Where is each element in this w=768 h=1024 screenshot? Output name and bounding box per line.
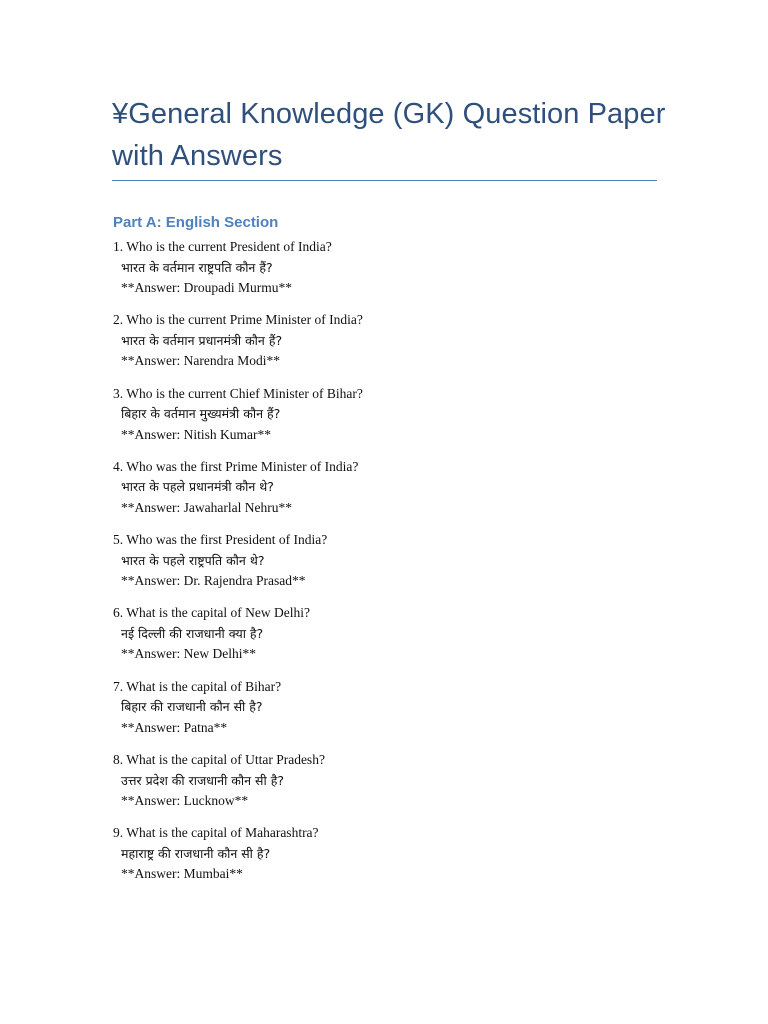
question-item bbox=[113, 823, 673, 896]
question-item bbox=[113, 677, 673, 750]
question-hindi: उत्तर प्रदेश की राजधानी कौन सी है? bbox=[121, 772, 284, 788]
answer-text: **Answer: Droupadi Murmu** bbox=[121, 280, 292, 295]
question-text: 4. Who was the first Prime Minister of India? bbox=[113, 458, 359, 474]
question-hindi: बिहार की राजधानी कौन सी है? bbox=[121, 699, 263, 715]
page-title: ¥General Knowledge (GK) Question Paper with Answers bbox=[112, 98, 666, 172]
answer-text: **Answer: Jawaharlal Nehru** bbox=[121, 499, 292, 515]
question-item bbox=[113, 310, 673, 383]
question-text: 2. Who is the current Prime Minister of India? bbox=[113, 312, 363, 328]
section-heading: Part A: English Section bbox=[113, 214, 279, 231]
question-item bbox=[113, 237, 673, 310]
answer-text: **Answer: Narendra Modi** bbox=[121, 353, 280, 369]
question-text: 1. Who is the current President of India? bbox=[113, 239, 332, 254]
question-text: 6. What is the capital of New Delhi? bbox=[113, 605, 310, 621]
answer-text: **Answer: Patna** bbox=[121, 719, 228, 735]
question-hindi: भारत के वर्तमान प्रधानमंत्री कौन हैं? bbox=[121, 332, 283, 348]
question-item bbox=[113, 457, 673, 530]
question-text: 9. What is the capital of Maharashtra? bbox=[113, 825, 319, 841]
question-item bbox=[113, 530, 673, 603]
answer-text: **Answer: Lucknow** bbox=[121, 793, 249, 809]
question-hindi: भारत के पहले प्रधानमंत्री कौन थे? bbox=[121, 479, 274, 495]
answer-text: **Answer: New Delhi** bbox=[121, 646, 256, 662]
question-hindi: महाराष्ट्र की राजधानी कौन सी है? bbox=[121, 845, 271, 861]
question-text: 7. What is the capital of Bihar? bbox=[113, 678, 282, 694]
question-hindi: भारत के वर्तमान राष्ट्रपति कौन हैं? bbox=[121, 259, 273, 275]
question-text: 5. Who was the first President of India? bbox=[113, 532, 328, 548]
question-text: 8. What is the capital of Uttar Pradesh? bbox=[113, 752, 325, 768]
question-list bbox=[113, 237, 673, 897]
answer-text: **Answer: Dr. Rajendra Prasad** bbox=[121, 573, 306, 589]
question-item bbox=[113, 603, 673, 676]
question-item bbox=[113, 750, 673, 823]
question-item bbox=[113, 384, 673, 457]
question-text: 3. Who is the current Chief Minister of Bihar? bbox=[113, 385, 363, 401]
answer-text: **Answer: Mumbai** bbox=[121, 866, 243, 882]
title-divider bbox=[112, 180, 657, 181]
question-hindi: बिहार के वर्तमान मुख्यमंत्री कौन हैं? bbox=[121, 406, 281, 422]
question-hindi: नई दिल्ली की राजधानी क्या है? bbox=[121, 625, 264, 641]
question-hindi: भारत के पहले राष्ट्रपति कौन थे? bbox=[121, 552, 265, 568]
answer-text: **Answer: Nitish Kumar** bbox=[121, 426, 271, 442]
